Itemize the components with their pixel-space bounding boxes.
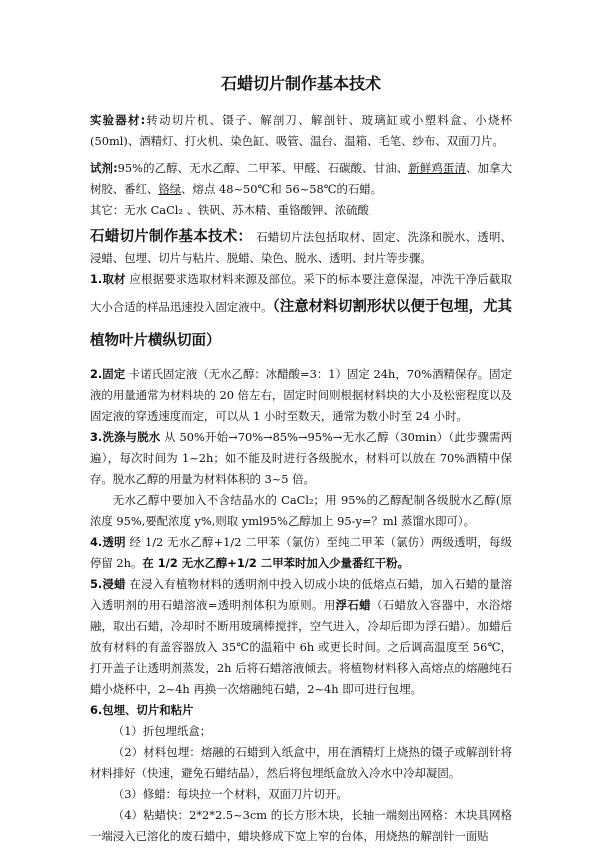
section-3-paragraph (90, 427, 512, 490)
intro-paragraph (90, 227, 512, 269)
section-6-item-2: （2）材料包埋：熔融的石蜡到入纸盒中，用在酒精灯上烧热的镊子或解剖针将材料排好（快速，避免石蜡结晶），然后将包埋纸盒放入冷水中冷却凝固。 (90, 745, 512, 780)
reagents-text-2: 、加拿大树胶、番红、 (90, 161, 512, 196)
section-2-label: 2.固定 (90, 367, 126, 381)
reagents-text-3: 、熔点 48~50℃和 56~58℃的石蜡。 (181, 182, 383, 196)
others-paragraph: 其它：无水 CaCl₂ 、铁矾、苏木精、重铬酸钾、浓硫酸 (90, 203, 369, 217)
equipment-text: 转动切片机、镊子、解剖刀、解剖针、玻璃缸或小塑料盒、小烧杯(50ml)、酒精灯、打火机、染色缸、吸管、温台、温箱、毛笔、纱布、双面刀片。 (90, 113, 512, 148)
section-5-text-1: 在浸入有植物材料的透明剂中投入切成小块的低熔点石蜡，加入石蜡的量溶入透明剂的用石蜡溶液=透明剂体积为原则。用 (90, 577, 512, 612)
section-6-label: 6.包埋、切片和粘片 (90, 703, 194, 717)
section-1-paragraph (90, 269, 512, 358)
section-4-label: 4.透明 (90, 535, 126, 549)
section-4-paragraph (90, 532, 512, 574)
reagents-paragraph (90, 158, 512, 200)
section-5-paragraph (90, 574, 512, 700)
intro-label: 石蜡切片制作基本技术： (90, 229, 253, 245)
section-3-paragraph-2: 无水乙醇中要加入不含结晶水的 CaCl₂；用 95%的乙醇配制各级脱水乙醇(原浓度 95%,要配浓度 y%,则取 yml95%乙醇加上 95-y=？ml 蒸馏水即可）。 (90, 493, 512, 528)
section-4-text: 经 1/2 无水乙醇+1/2 二甲苯（氯仿）至纯二甲苯（氯仿）两级透明，每级停留 2h。 (90, 535, 512, 570)
floating-wax-term: 浮石蜡 (335, 598, 371, 612)
section-1-note: （注意材料切割形状以便于包埋，尤其植物叶片横纵切面） (90, 299, 512, 349)
reagents-label: 试剂: (90, 161, 118, 175)
section-1-label: 1.取材 (90, 272, 126, 286)
section-6-item-4: （4）粘蜡快：2*2*2.5~3cm 的长方形木块，长轴一端刻出网格：木块具网格一端浸入已溶化的废石蜡中，蜡块修成下宽上窄的台体，用烧热的解剖针一面贴 (90, 808, 512, 843)
section-4-note: 在 1/2 无水乙醇+1/2 二甲苯时加入少量番红干粉。 (142, 556, 409, 570)
page-title: 石蜡切片制作基本技术 (220, 74, 381, 93)
section-6-item-3: （3）修蜡：每块拉一个材料，双面刀片切开。 (112, 787, 348, 801)
reagents-text-1: 95%的乙醇、无水乙醇、二甲苯、甲醛、石碳酸、甘油、 (117, 161, 409, 175)
section-2-text: 卡诺氏固定液（无水乙醇：冰醋酸=3：1）固定 24h，70%酒精保存。固定液的用量通常为材料块的 20 倍左右，固定时间则根据材料块的大小及松密程度以及固定液的穿透速度而定，可以从 1 小时至数天，通常为数小时至 24 小时。 (90, 367, 512, 423)
section-5-text-2: （石蜡放入容器中，水浴熔融，取出石蜡，冷却时不断用玻璃棒搅拌，空气进入，冷却后即为浮石蜡）。加蜡后放有材料的有盖容器放入 35℃的温箱中 6h 或更长时间。之后调高温度至 56℃，打开盖子让透明剂蒸发，2h 后将石蜡溶液倾去。将植物材料移入高熔点的熔融纯石蜡小烧杯中，2~4h 再换一次熔融纯石蜡，2~4h 即可进行包埋。 (90, 598, 512, 696)
section-3-label: 3.洗涤与脱水 (90, 430, 161, 444)
section-6-heading (90, 700, 512, 721)
equipment-label: 实验器材: (90, 113, 146, 127)
section-6-item-1: （1）折包埋纸盒； (112, 724, 212, 738)
section-2-paragraph (90, 364, 512, 427)
reagent-egg-white: 新鲜鸡蛋清 (408, 161, 466, 175)
intro-text: 石蜡切片法包括取材、固定、洗涤和脱水、透明、浸蜡、包埋、切片与粘片、脱蜡、染色、脱水、透明、封片等步骤。 (90, 230, 512, 265)
section-5-label: 5.浸蜡 (90, 577, 126, 591)
section-1-text: 应根据要求选取材料来源及部位。采下的标本要注意保湿，冲洗干净后截取大小合适的样品迅速投入固定液中。 (90, 272, 512, 314)
reagent-chrome-green: 铬绿 (158, 182, 182, 196)
section-3-text: 从 50%开始→70%→85%→95%→无水乙醇（30min）（此步骤需两遍），每次时间为 1~2h；如不能及时进行各级脱水，材料可以放在 70%酒精中保存。脱水乙醇的用量为材料体积的 3~5 倍。 (90, 430, 512, 486)
equipment-paragraph (90, 110, 512, 152)
